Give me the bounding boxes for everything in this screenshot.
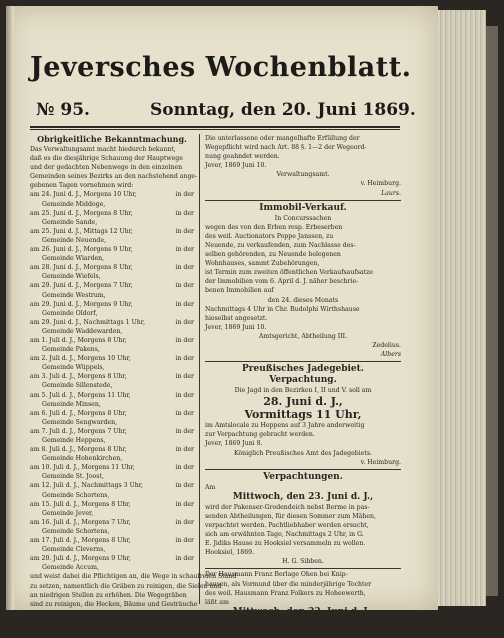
inspection-date-item: [30, 300, 194, 318]
issue-number: № 95.: [36, 100, 90, 120]
inspection-date-municipality: Gemeinde Schortens,: [42, 527, 110, 535]
inspection-date-item: [30, 481, 194, 499]
inspection-date-item: [30, 209, 194, 227]
inspection-date-item: [30, 245, 194, 263]
inspection-date-municipality: Gemeinde Sande,: [42, 218, 98, 226]
inspection-date-time: am 16. Juli d. J., Morgens 7 Uhr,: [30, 518, 131, 526]
inspection-date-line: [30, 391, 194, 400]
inspection-date-municipality: Gemeinde Hohenkirchen,: [42, 455, 123, 463]
inspection-date-line: [30, 409, 194, 418]
inspection-date-item: [30, 354, 194, 372]
lease-date: Mittwoch, den 23. Juni d. J.,: [232, 491, 374, 502]
inspection-date-time: am 24. Juni d. J., Morgens 10 Uhr,: [30, 191, 137, 199]
inspection-date-municipality: Gemeinde Wiarden,: [42, 255, 105, 263]
inspection-date-line: [30, 300, 194, 309]
book-page-edges: [438, 10, 486, 606]
book-cover-edge: [486, 26, 498, 596]
notice-heading: Obrigkeitliche Bekanntmachung.: [37, 134, 187, 144]
inspection-date-municipality: Gemeinde Pakens,: [42, 346, 100, 354]
lease-time-second: Nachmittags 3 Uhr,: [253, 617, 353, 628]
inspection-date-municipality: Gemeinde Neuende,: [42, 236, 106, 244]
inspection-date-connector: in der: [175, 427, 194, 435]
property-sale-date: den 24. dieses Monats: [267, 296, 339, 304]
inspection-date-connector: in der: [175, 537, 194, 545]
inspection-date-connector: in der: [175, 246, 194, 254]
column-divider: [199, 134, 200, 604]
inspection-date-line: [30, 190, 194, 199]
hunting-lease-heading: Preußisches Jadegebiet.: [242, 364, 364, 375]
inspection-date-municipality: Gemeinde Jever,: [42, 509, 94, 517]
leases-notice: Verpachtungen. Am Mittwoch, den 23. Juni d. J., wird der Pakenser-Grodendeich nebst Berme in pas- senden Abtheilungen, für diesen Sommer zum Mähen, verpachtet werden. Pachtliebhaber werden ersucht, sich am erwähnten Tage, Nachmittags 2 Uhr, in G. E. Jidiks Hause zu Hooksiel versammeln zu wollen. Hooksiel, 1869. H. G. Sibben. Der Hausmann Franz Berlage Ohen bei Knip- hausen, als Vormund über die minderjährige Tochter des weil. Hausmann Franz Folkers zu Hoheewerth, läßt am Mittwoch, den 23. Juni d. J., Nachmittags 3 Uhr, in der Burgschenke zu Kniphausen, die seiner Pupil-: [205, 471, 401, 638]
page-binding-shadow: [6, 6, 14, 610]
inspection-date-item: [30, 281, 194, 299]
masthead-title: Jeversches Wochenblatt.: [30, 52, 412, 83]
hunting-lease-subheading: Verpachtung.: [269, 375, 337, 386]
inspection-date-line: [30, 227, 194, 236]
inspection-date-municipality: Gemeinde Minsen,: [42, 400, 101, 408]
right-column: [205, 134, 401, 638]
inspection-date-time: am 25. Juni d. J., Mittags 12 Uhr,: [30, 227, 133, 235]
inspection-date-connector: in der: [175, 300, 194, 308]
inspection-date-connector: in der: [175, 446, 194, 454]
inspection-date-line: [30, 463, 194, 472]
inspection-date-item: [30, 500, 194, 518]
inspection-date-municipality: Gemeinde Sengwarden,: [42, 418, 118, 426]
inspection-date-item: [30, 463, 194, 481]
inspection-date-line: [30, 281, 194, 290]
inspection-date-municipality: Gemeinde Accum,: [42, 564, 99, 572]
inspection-date-municipality: Gemeinde Schortens,: [42, 491, 110, 499]
inspection-date-time: am 7. Juli d. J., Morgens 7 Uhr,: [30, 427, 127, 435]
inspection-date-municipality: Gemeinde Wiefels,: [42, 273, 101, 281]
inspection-date-item: [30, 263, 194, 281]
leases-heading: Verpachtungen.: [263, 471, 343, 482]
inspection-date-line: [30, 518, 194, 527]
inspection-date-line: [30, 245, 194, 254]
inspection-date-connector: in der: [175, 191, 194, 199]
inspection-date-connector: in der: [175, 282, 194, 290]
inspection-date-item: [30, 445, 194, 463]
inspection-date-time: am 6. Juli d. J., Morgens 8 Uhr,: [30, 409, 127, 417]
inspection-date-connector: in der: [175, 227, 194, 235]
inspection-date-time: am 20. Juli d. J., Morgens 9 Uhr,: [30, 555, 131, 563]
hunting-lease-notice: Preußisches Jadegebiet. Verpachtung. Die Jagd in den Bezirken I, II und V. soll am 28. Juni d. J., Vormittags 11 Uhr, im Amtslocale zu Heppens auf 3 Jahre anderweitig zur Verpachtung gebracht werden. Jever, 1869 Juni 8. Königlich Preußisches Amt des Jadegebiets. v. Heimburg.: [205, 364, 401, 466]
inspection-date-municipality: Gemeinde Cleverns,: [42, 546, 106, 554]
inspection-date-line: [30, 554, 194, 563]
inspection-date-connector: in der: [175, 391, 194, 399]
inspection-date-line: [30, 427, 194, 436]
inspection-date-item: [30, 318, 194, 336]
header-rule: [30, 126, 400, 128]
inspection-date-time: am 29. Juni d. J., Nachmittags 1 Uhr,: [30, 318, 146, 326]
inspection-date-time: am 25. Juni d. J., Morgens 8 Uhr,: [30, 209, 133, 217]
inspection-date-connector: in der: [175, 500, 194, 508]
inspection-date-connector: in der: [175, 355, 194, 363]
inspection-date-municipality: Gemeinde Heppens,: [42, 437, 106, 444]
inspection-date-item: [30, 336, 194, 354]
section-divider: [205, 469, 401, 470]
issue-date: Sonntag, den 20. Juni 1869.: [150, 100, 416, 120]
inspection-date-line: [30, 336, 194, 345]
inspection-date-connector: in der: [175, 264, 194, 272]
inspection-date-item: [30, 372, 194, 390]
inspection-date-time: am 2. Juli d. J., Morgens 10 Uhr,: [30, 355, 131, 363]
inspection-date-municipality: Gemeinde Westrum,: [42, 291, 106, 299]
inspection-date-line: [30, 500, 194, 509]
inspection-dates-list: [30, 190, 194, 572]
property-sale-heading: Immobil-Verkauf.: [259, 202, 347, 213]
inspection-date-connector: in der: [175, 482, 194, 490]
inspection-date-line: [30, 209, 194, 218]
inspection-date-line: [30, 445, 194, 454]
inspection-date-time: am 10. Juli d. J., Morgens 11 Uhr,: [30, 464, 135, 472]
inspection-date-connector: in der: [175, 318, 194, 326]
inspection-date-item: [30, 227, 194, 245]
inspection-date-municipality: Gemeinde Wüppels,: [42, 364, 105, 372]
inspection-date-line: [30, 354, 194, 363]
inspection-date-item: [30, 190, 194, 208]
inspection-date-municipality: Gemeinde St. Joost,: [42, 473, 104, 481]
inspection-date-line: [30, 481, 194, 490]
inspection-date-item: [30, 427, 194, 445]
inspection-date-connector: in der: [175, 373, 194, 381]
road-notice-end: Die unterlassene oder mangelhafte Erfüllung der Wegepflicht wird nach Art. 88 §. 1—2 der Wegeord- nung geahndet werden. Jever, 1869 Juni 10. Verwaltungsamt. v. Heimburg. Laurs.: [205, 135, 401, 197]
inspection-date-municipality: Gemeinde Middoge,: [42, 200, 106, 208]
inspection-date-time: am 15. Juli d. J., Morgens 8 Uhr,: [30, 500, 131, 508]
inspection-date-municipality: Gemeinde Sillenstede,: [42, 382, 113, 390]
hunting-lease-date: 28. Juni d. J.,: [263, 395, 343, 409]
inspection-date-connector: in der: [175, 518, 194, 526]
inspection-date-time: am 3. Juli d. J., Morgens 8 Uhr,: [30, 373, 127, 381]
section-divider: [205, 200, 401, 201]
hunting-lease-time: Vormittags 11 Uhr,: [244, 408, 362, 422]
section-divider: [205, 568, 401, 569]
inspection-date-item: [30, 391, 194, 409]
inspection-date-time: am 26. Juni d. J., Morgens 9 Uhr,: [30, 246, 133, 254]
section-divider: [205, 361, 401, 362]
inspection-date-item: [30, 536, 194, 554]
lease-date-second: Mittwoch, den 23. Juni d. J.,: [232, 606, 374, 617]
inspection-date-connector: in der: [175, 336, 194, 344]
inspection-date-time: am 29. Juni d. J., Morgens 7 Uhr,: [30, 282, 133, 290]
inspection-date-connector: in der: [175, 464, 194, 472]
inspection-date-time: am 5. Juli d. J., Morgens 11 Uhr,: [30, 391, 131, 399]
inspection-date-time: am 17. Juli d. J., Morgens 8 Uhr,: [30, 537, 131, 545]
notice-outro: und weist dabei die Pflichtigen an, die Wege in schaufreien Stand zu setzen, namentlich die Gräben zu reinigen, die Sielen und an niedrigen Stellen zu erhöhen. Die Wegegräben sind zu reinigen, die Hecken, Bäume und Gesträuche an den Wegen zu beschneiden und die Wegebermen von Gestrüpp und Unkraut zu säubern.: [30, 573, 237, 626]
inspection-date-item: [30, 409, 194, 427]
inspection-date-municipality: Gemeinde Oldorf,: [42, 309, 98, 317]
inspection-date-time: am 8. Juli d. J., Morgens 8 Uhr,: [30, 446, 127, 454]
inspection-date-time: am 12. Juli d. J., Nachmittags 3 Uhr,: [30, 482, 144, 490]
inspection-date-connector: in der: [175, 209, 194, 217]
property-sale-notice: Immobil-Verkauf. In Concurssachen wegen des von den Erben resp. Erbeserben des weil. Auctionators Poppe Janssen, zu Neuende, zu verkaufenden, zum Nachlasse des- selben gehörenden, zu Neuende belegenen Wohnhauses, sammt Zubehörungen, ist Termin zum zweiten öffentlichen Verkaufsaufsatze der Immobilien vom 6. April d. J. näher beschrie- benen Immobilien auf den 24. dieses Monats Nachmittags 4 Uhr in Chr. Rudolphi Wirthshause hieselbst angesetzt. Jever, 1869 Juni 10. Amtsgericht, Abtheilung III. Zedelius. Albers: [205, 202, 401, 359]
inspection-date-line: [30, 263, 194, 272]
inspection-date-item: [30, 554, 194, 572]
inspection-date-line: [30, 318, 194, 327]
header-rule-thin: [30, 129, 400, 130]
inspection-date-connector: in der: [175, 409, 194, 417]
inspection-date-line: [30, 372, 194, 381]
inspection-date-municipality: Gemeinde Waddewarden,: [42, 327, 123, 335]
inspection-date-connector: in der: [175, 555, 194, 563]
inspection-date-item: [30, 518, 194, 536]
notice-intro: Das Verwaltungsamt macht hiedurch bekannt, daß es die diesjährige Schauung der Hauptwege und der gedachten Nebenwege in den einzelnen Gemeinden seines Bezirks an den nachstehend ange- gebenen Tagen vornehmen wird:: [30, 146, 198, 190]
inspection-date-time: am 29. Juni d. J., Morgens 9 Uhr,: [30, 300, 133, 308]
dateline: [30, 100, 416, 122]
left-column: [30, 134, 237, 627]
inspection-date-line: [30, 536, 194, 545]
inspection-date-time: am 1. Juli d. J., Morgens 8 Uhr,: [30, 336, 127, 344]
inspection-date-time: am 28. Juni d. J., Morgens 8 Uhr,: [30, 264, 133, 272]
